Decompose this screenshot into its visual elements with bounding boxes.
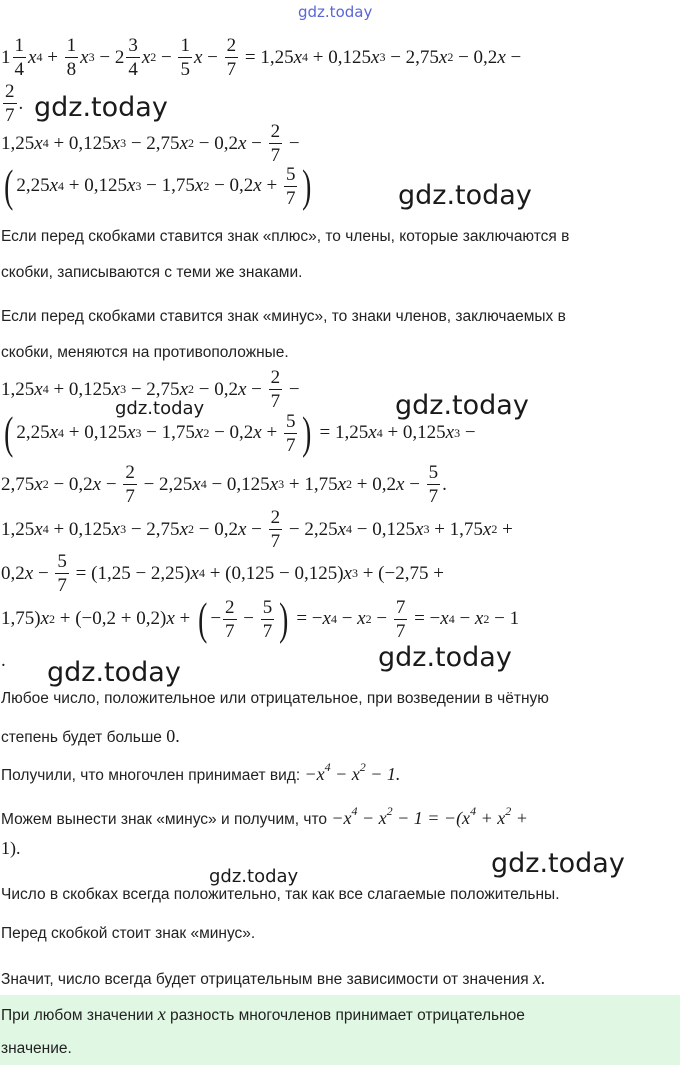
- rule-minus-1: Если перед скобками ставится знак «минус», то знаки членов, заключаемых в: [1, 308, 566, 325]
- math-line-1: 1 $\frac{1}{4}$ x 4 + $\frac{1}{8}$ x 3 − 2 $\frac{3}{4}$ x 2 − $\frac{1}{5}$ x − $\frac{2}{7}$ = 1,25 x 4 + 0,125 x 3 − 2,75 x 2 − 0,2 x −: [1, 35, 522, 80]
- watermark: gdz.today: [395, 390, 529, 421]
- rule-minus-2: скобки, меняются на противоположные.: [1, 344, 289, 361]
- math-line-8: 0,2 x − $\frac{5}{7}$ = (1,25 − 2,25) x 4 + (0,125 − 0,125) x 3 + (−2,75 +: [1, 551, 444, 596]
- math-line-2: 1,25 x 4 + 0,125 x 3 − 2,75 x 2 − 0,2 x − $\frac{2}{7}$ −: [1, 121, 300, 166]
- formula-inline: $-x^4 - x^2 - 1 = -(x^4 + x^2$ +: [331, 804, 528, 828]
- text-even-power-2: степень будет больше 0.: [1, 726, 180, 746]
- math-line-5: ( 2,25 x 4 + 0,125 x 3 − 1,75 x 2 − 0,2 x + $\frac{5}{7}$ ) = 1,25 x 4 + 0,125 x 3 −: [4, 407, 476, 458]
- watermark: gdz.today: [378, 642, 512, 673]
- watermark: gdz.today: [209, 866, 299, 887]
- formula-continuation: 1).: [1, 838, 21, 858]
- math-line-3: ( 2,25 x 4 + 0,125 x 3 − 1,75 x 2 − 0,2 x + $\frac{5}{7}$ ): [4, 160, 312, 211]
- text-polynomial-form: Получили, что многочлен принимает вид: $-x^4 - x^2 - 1$.: [1, 760, 401, 784]
- math-line-9: 1,75) x 2 + (−0,2 + 0,2) x + ( − $\frac{2}{7}$ − $\frac{5}{7}$ ) = − x 4 − x 2 − $\frac{7}{7}$ = − x 4 − x 2 − 1: [1, 593, 520, 644]
- math-line-1b: $\frac{2}{7}$ .: [5, 81, 24, 126]
- watermark: gdz.today: [47, 657, 181, 688]
- math-line-4: 1,25 x 4 + 0,125 x 3 − 2,75 x 2 − 0,2 x − $\frac{2}{7}$ −: [1, 367, 300, 412]
- text-even-power-1: Любое число, положительное или отрицательное, при возведении в чётную: [1, 690, 549, 707]
- watermark: gdz.today: [115, 398, 205, 419]
- watermark-top: gdz.today: [298, 3, 373, 21]
- formula-inline: $-x^4 - x^2 - 1$.: [304, 760, 401, 784]
- text-always-negative: Значит, число всегда будет отрицательным вне зависимости от значения x.: [1, 968, 546, 988]
- conclusion-line-2: значение.: [1, 1040, 72, 1057]
- watermark: gdz.today: [34, 92, 168, 123]
- math-line-9b: .: [1, 650, 6, 671]
- rule-plus-2: скобки, записываются с теми же знаками.: [1, 264, 303, 281]
- watermark: gdz.today: [398, 180, 532, 211]
- text-minus-before-bracket: Перед скобкой стоит знак «минус».: [1, 925, 256, 942]
- conclusion-line-1: При любом значении x разность многочленов принимает отрицательное: [1, 1004, 525, 1024]
- math-line-7: 1,25 x 4 + 0,125 x 3 − 2,75 x 2 − 0,2 x − $\frac{2}{7}$ − 2,25 x 4 − 0,125 x 3 + 1,75 x 2 +: [1, 507, 513, 552]
- math-line-6: 2,75 x 2 − 0,2 x − $\frac{2}{7}$ − 2,25 x 4 − 0,125 x 3 + 1,75 x 2 + 0,2 x − $\frac{5}{7}$ .: [1, 462, 447, 507]
- text-factor-minus: Можем вынести знак «минус» и получим, что $-x^4 - x^2 - 1 = -(x^4 + x^2$ +: [1, 804, 528, 828]
- watermark: gdz.today: [491, 848, 625, 879]
- text-positive: Число в скобках всегда положительно, так как все слагаемые положительны.: [1, 886, 560, 903]
- rule-plus-1: Если перед скобками ставится знак «плюс», то члены, которые заключаются в: [1, 228, 570, 245]
